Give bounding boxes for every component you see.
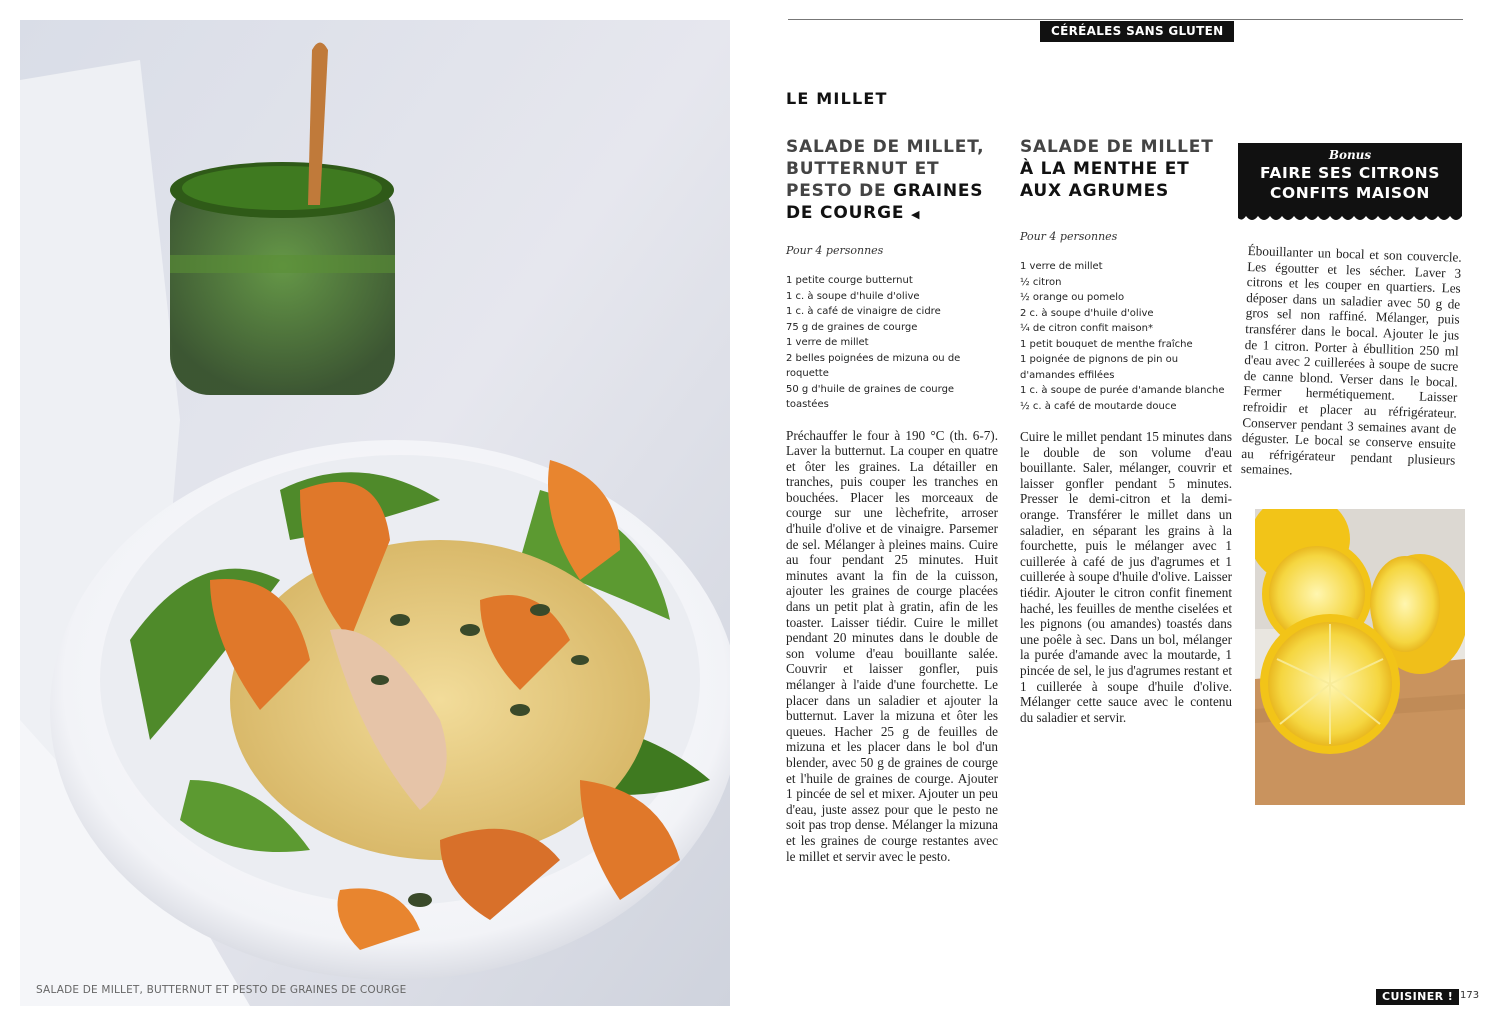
bonus-kicker: Bonus <box>1328 148 1372 162</box>
recipe-1-title-bold: GRAINES DE COURGE <box>786 181 984 223</box>
recipe-2-method: Cuire le millet pendant 15 minutes dans le double de son volume d'eau bouillante. Saler, mélanger, couvrir et laisser gonfler pendant 5 minutes. Presser le demi-citron et la demi-orange. Transférer le millet dans un saladier, en séparant les grains à la fourchette, puis le mélanger avec 1 cuillerée à café de jus d'agrumes et 1 cuillerée à soupe d'huile d'olive. Laisser tiédir. Ajouter le citron confit finement haché, les feuilles de menthe ciselées et les pignons (ou amandes) toastés dans une poêle à sec. Dans un bol, mélanger la purée d'amande avec la moutarde, 1 pincée de sel, le jus d'agrumes restant et 1 cuillerée à soupe d'huile d'olive. Mélanger cette sauce avec le contenu du saladier et servir. <box>1020 429 1232 725</box>
footer-tag: CUISINER ! <box>1376 989 1459 1005</box>
recipe-1-title-light: SALADE DE MILLET, BUTTERNUT ET PESTO DE <box>786 137 985 201</box>
ingredient: ½ citron <box>1020 276 1062 288</box>
recipe-2-title-light: SALADE DE MILLET <box>1020 137 1214 157</box>
ingredient: ¼ de citron confit maison* <box>1020 323 1153 334</box>
recipe-1-column <box>786 136 998 864</box>
ingredient: 1 petit bouquet de menthe fraîche <box>1020 338 1193 350</box>
pointer-icon: ◀ <box>910 208 921 221</box>
ingredient: ½ orange ou pomelo <box>1020 292 1125 303</box>
lemon-photo <box>1255 509 1465 805</box>
ingredient: 2 c. à soupe d'huile d'olive <box>1020 307 1154 319</box>
recipe-2-column <box>1020 136 1232 725</box>
salad-photo <box>20 20 730 1006</box>
lemon-illustration <box>1255 509 1465 805</box>
ingredient: 1 verre de millet <box>1020 261 1103 272</box>
category-tag: CÉRÉALES SANS GLUTEN <box>1040 21 1234 42</box>
header-rule <box>788 19 1463 20</box>
recipe-2-title <box>1020 136 1232 202</box>
ingredient: 1 c. à café de vinaigre de cidre <box>786 306 941 317</box>
ingredient: 75 g de graines de courge <box>786 321 918 333</box>
ingredient: 1 poignée de pignons de pin ou d'amandes effilées <box>1020 354 1179 381</box>
bonus-text: Ébouillanter un bocal et son couvercle. Les égoutter et les sécher. Laver 3 citrons et les couper en quartiers. Les déposer dans un saladier avec 50 g de gros sel non raffiné. Mélanger, puis transférer dans le bocal. Ajouter le jus de 1 citron. Porter à ébullition 250 ml d'eau avec 2 cuillerées à soupe de sucre de canne blond. Verser dans le bocal. Fermer hermétiquement. Laisser refroidir et placer au réfrigérateur. Conserver pendant 3 semaines avant de déguster. Le bocal se conserve ensuite au réfrigérateur pendant plusieurs semaines. <box>1240 243 1462 479</box>
recipe-2-ingredients <box>1020 259 1232 414</box>
ingredient: 2 belles poignées de mizuna ou de roquette <box>786 352 961 379</box>
recipe-1-servings: Pour 4 personnes <box>786 244 884 257</box>
recipe-1-method: Préchauffer le four à 190 °C (th. 6-7). Laver la butternut. La couper en quatre et ôter les graines. La détailler en tranches, puis couper les tranches en bouchées. Placer les morceaux de courge sur une lèchefrite, arroser d'huile d'olive et de vinaigre. Parsemer de sel. Mélanger à pleines mains. Cuire au four pendant 25 minutes. Huit minutes avant la fin de la cuisson, ajouter les graines de courge placées dans un petit plat à gratin, afin de les toaster. Laisser tiédir. Cuire le millet pendant 20 minutes dans le double de son volume d'eau bouillante salée. Couvrir et laisser gonfler, puis mélanger à l'aide d'une fourchette. Le placer dans un saladier et ajouter la butternut. Laver la mizuna et ôter les queues. Hacher 25 g de feuilles de mizuna et les placer dans le bol d'un blender, avec 50 g de graines de courge et l'huile de graines de courge. Ajouter 1 pincée de sel et mixer. Ajouter un peu d'eau, juste assez pour que le pesto ne soit pas trop dense. Mélanger la mizuna et les graines de courge restantes avec le millet et servir avec le pesto. <box>786 427 998 864</box>
ingredient: 1 c. à soupe d'huile d'olive <box>786 290 920 302</box>
scallop-edge <box>1238 214 1462 224</box>
recipe-1-title <box>786 136 998 226</box>
recipe-1-ingredients <box>786 273 998 413</box>
ingredient: 1 c. à soupe de purée d'amande blanche <box>1020 385 1225 396</box>
ingredient: ½ c. à café de moutarde douce <box>1020 400 1177 412</box>
recipe-2-servings: Pour 4 personnes <box>1020 230 1118 243</box>
ingredient: 1 verre de millet <box>786 337 869 348</box>
salad-illustration <box>20 20 730 1006</box>
section-title: LE MILLET <box>786 89 888 108</box>
recipe-2-title-bold: À LA MENTHE ET AUX AGRUMES <box>1020 159 1190 201</box>
photo-caption: SALADE DE MILLET, BUTTERNUT ET PESTO DE GRAINES DE COURGE <box>36 984 407 996</box>
bonus-title: FAIRE SES CITRONS CONFITS MAISON <box>1260 164 1440 202</box>
ingredient: 50 g d'huile de graines de courge toastées <box>786 383 955 410</box>
bonus-box <box>1238 143 1462 215</box>
page-number: 173 <box>1460 990 1480 1001</box>
ingredient: 1 petite courge butternut <box>786 275 913 286</box>
